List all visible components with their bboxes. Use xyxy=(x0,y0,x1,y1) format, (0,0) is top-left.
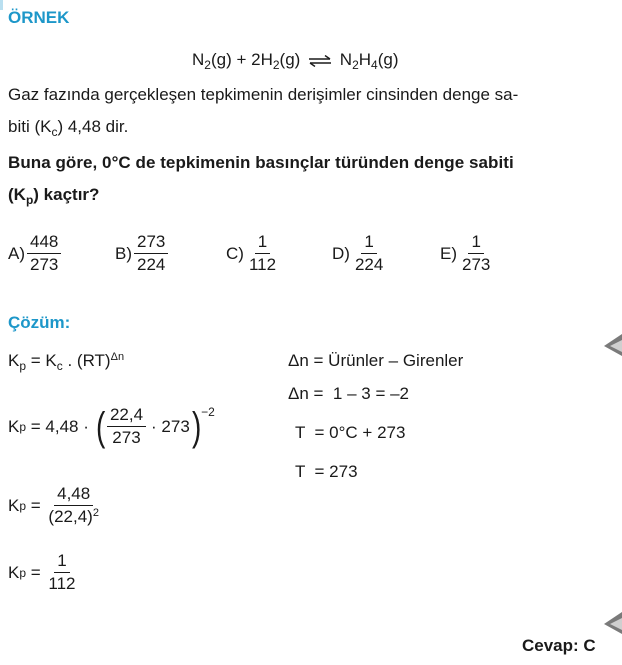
denominator: 224 xyxy=(137,255,166,274)
temperature-value: T = 273 xyxy=(295,462,358,481)
delta-n-definition: Δn = Ürünler – Girenler xyxy=(288,351,464,370)
question-bold-line-2 xyxy=(8,185,99,205)
eq4-fraction xyxy=(45,551,78,594)
reactant-n: N xyxy=(192,50,205,69)
eq-text: = xyxy=(26,562,46,582)
product-state: (g) xyxy=(377,50,399,69)
superscript: Δn xyxy=(110,351,125,363)
k-symbol: K xyxy=(8,351,20,370)
eq3-fraction xyxy=(45,484,102,527)
superscript: −2 xyxy=(201,405,215,419)
page-corner-icon xyxy=(600,334,622,358)
k-symbol: K xyxy=(8,562,20,582)
option-fraction xyxy=(459,232,493,275)
subscript: 2 xyxy=(204,58,211,72)
eq-text: = xyxy=(26,495,46,515)
right-paren: ) xyxy=(191,404,202,449)
left-paren: ( xyxy=(95,404,105,449)
temperature-conversion: T = 0°C + 273 xyxy=(295,423,406,442)
question-line-2 xyxy=(8,117,128,137)
solution-heading: Çözüm: xyxy=(8,313,71,332)
numerator: 1 xyxy=(54,551,69,573)
solution-eq-2: K p = 4,48 · ( $\frac{22,4}{273}$ · 273 ) −2 xyxy=(8,404,215,449)
eq-text: = K xyxy=(26,351,57,370)
solution-eq-3: K p = $\frac{4,48}{(22,4)^2}$ xyxy=(8,484,102,527)
superscript: 2 xyxy=(92,507,99,519)
numerator: 4,48 xyxy=(54,484,93,506)
option-letter: C) xyxy=(226,243,244,263)
eq-text: = 4,48 · xyxy=(26,416,94,436)
numerator: 273 xyxy=(134,232,168,254)
numerator: 1 xyxy=(361,232,376,254)
equilibrium-arrow-icon xyxy=(308,55,332,67)
denominator-base: (22,4) xyxy=(48,507,93,526)
option-c[interactable] xyxy=(226,232,279,275)
k-symbol: K xyxy=(8,495,20,515)
reactant-state: (g) xyxy=(279,50,301,69)
option-fraction xyxy=(27,232,61,275)
page-corner-icon xyxy=(600,612,622,634)
page-edge-mark xyxy=(0,0,3,10)
subscript: c xyxy=(56,359,63,373)
option-e[interactable] xyxy=(440,232,493,275)
subscript: 2 xyxy=(272,58,280,72)
solution-eq-4: K p = $\frac{1}{112}$ xyxy=(8,551,79,594)
option-a[interactable] xyxy=(8,232,61,275)
answer-label: Cevap: C xyxy=(522,636,596,655)
subscript: p xyxy=(25,193,34,207)
eq-text: . (RT) xyxy=(62,351,111,370)
denominator: 273 xyxy=(30,255,59,274)
subscript: c xyxy=(51,125,58,139)
denominator: 224 xyxy=(354,255,384,274)
denominator: 273 xyxy=(112,428,141,447)
option-letter: A) xyxy=(8,243,25,263)
solution-eq-1 xyxy=(8,351,124,371)
reaction-equation xyxy=(192,50,399,70)
product-n: N xyxy=(339,50,353,69)
numerator: 448 xyxy=(27,232,61,254)
subscript: 4 xyxy=(371,58,378,72)
reactant-text: (g) + 2H xyxy=(210,50,273,69)
question-text: biti (K xyxy=(8,117,52,136)
question-bold-line-1: Buna göre, 0°C de tepkimenin basınçlar türünden denge sabiti xyxy=(8,153,514,172)
option-fraction xyxy=(134,232,168,275)
eq-text: · 273 xyxy=(151,416,190,436)
option-d[interactable] xyxy=(332,232,386,275)
option-fraction xyxy=(246,232,279,275)
k-symbol: K xyxy=(8,416,20,436)
denominator xyxy=(45,506,102,527)
question-text: ) 4,48 dir. xyxy=(57,117,129,136)
subscript: 2 xyxy=(352,58,359,72)
numerator: 1 xyxy=(255,232,270,254)
numerator: 22,4 xyxy=(107,405,146,427)
option-letter: B) xyxy=(115,243,132,263)
option-b[interactable] xyxy=(115,232,168,275)
option-fraction xyxy=(352,232,386,275)
denominator: 273 xyxy=(462,255,491,274)
option-letter: D) xyxy=(332,243,350,263)
product-h: H xyxy=(358,50,372,69)
denominator: 112 xyxy=(48,574,76,593)
question-text: ) kaçtır? xyxy=(33,185,100,204)
question-line-1: Gaz fazında gerçekleşen tepkimenin derişimler cinsinden denge sa- xyxy=(8,85,519,104)
numerator: 1 xyxy=(468,232,483,254)
question-text: (K xyxy=(8,185,26,204)
example-heading: ÖRNEK xyxy=(8,8,70,27)
delta-n-value: Δn = 1 – 3 = –2 xyxy=(288,384,410,403)
eq2-fraction xyxy=(107,405,146,448)
denominator: 112 xyxy=(248,255,277,274)
option-letter: E) xyxy=(440,243,457,263)
subscript: p xyxy=(19,359,27,373)
